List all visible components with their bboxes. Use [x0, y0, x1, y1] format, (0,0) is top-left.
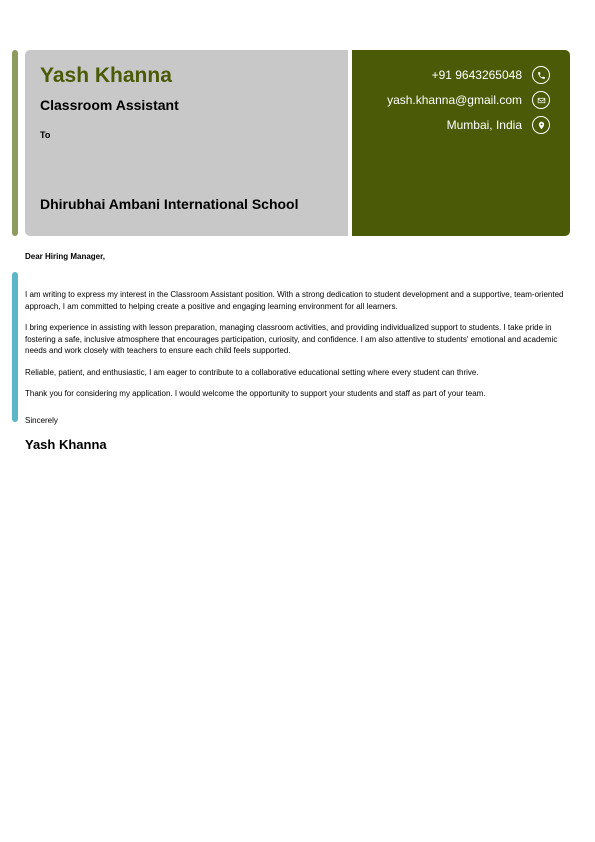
job-title: Classroom Assistant: [40, 97, 179, 113]
letter-paragraph-1: I am writing to express my interest in the Classroom Assistant position. With a strong dedication to student development and a supportive, team-oriented approach, I am committed to helping create a positive and engaging learning environment for all learners.: [25, 290, 564, 311]
header-info-panel: [25, 50, 348, 236]
contact-panel: [352, 50, 570, 236]
letter-paragraph-3: Reliable, patient, and enthusiastic, I am eager to contribute to a collaborative educational setting where every student can thrive.: [25, 367, 479, 377]
phone-text: +91 9643265048: [431, 68, 522, 82]
contact-phone: [432, 65, 550, 85]
phone-icon: [532, 66, 550, 84]
map-pin-icon: [532, 116, 550, 134]
signature-name: Yash Khanna: [25, 436, 107, 452]
closing: Sincerely: [25, 415, 58, 425]
salutation: Dear Hiring Manager,: [25, 252, 106, 261]
applicant-name: Yash Khanna: [40, 64, 172, 87]
header-accent-bar: [12, 50, 18, 236]
contact-email: [387, 90, 550, 110]
body-accent-bar: [12, 272, 18, 422]
contact-location: [447, 115, 550, 135]
letter-paragraph-4: Thank you for considering my application. I would welcome the opportunity to support your students and staff as part of your team.: [25, 389, 486, 398]
email-text: yash.khanna@gmail.com: [387, 93, 522, 107]
envelope-icon: [532, 91, 550, 109]
letter-paragraph-2: I bring experience in assisting with lesson preparation, managing classroom activities, and providing individualized support to students. I take pride in fostering a safe, inclusive atmosphere that encourages participation, curiosity, and confidence. I am also attentive to students' emotional and academic needs and work closely with teachers to ensure each child feels supported.: [25, 323, 558, 355]
location-text: Mumbai, India: [446, 118, 522, 132]
letter-body: [25, 252, 570, 452]
to-label: To: [40, 130, 51, 140]
recipient-name: Dhirubhai Ambani International School: [40, 196, 299, 212]
